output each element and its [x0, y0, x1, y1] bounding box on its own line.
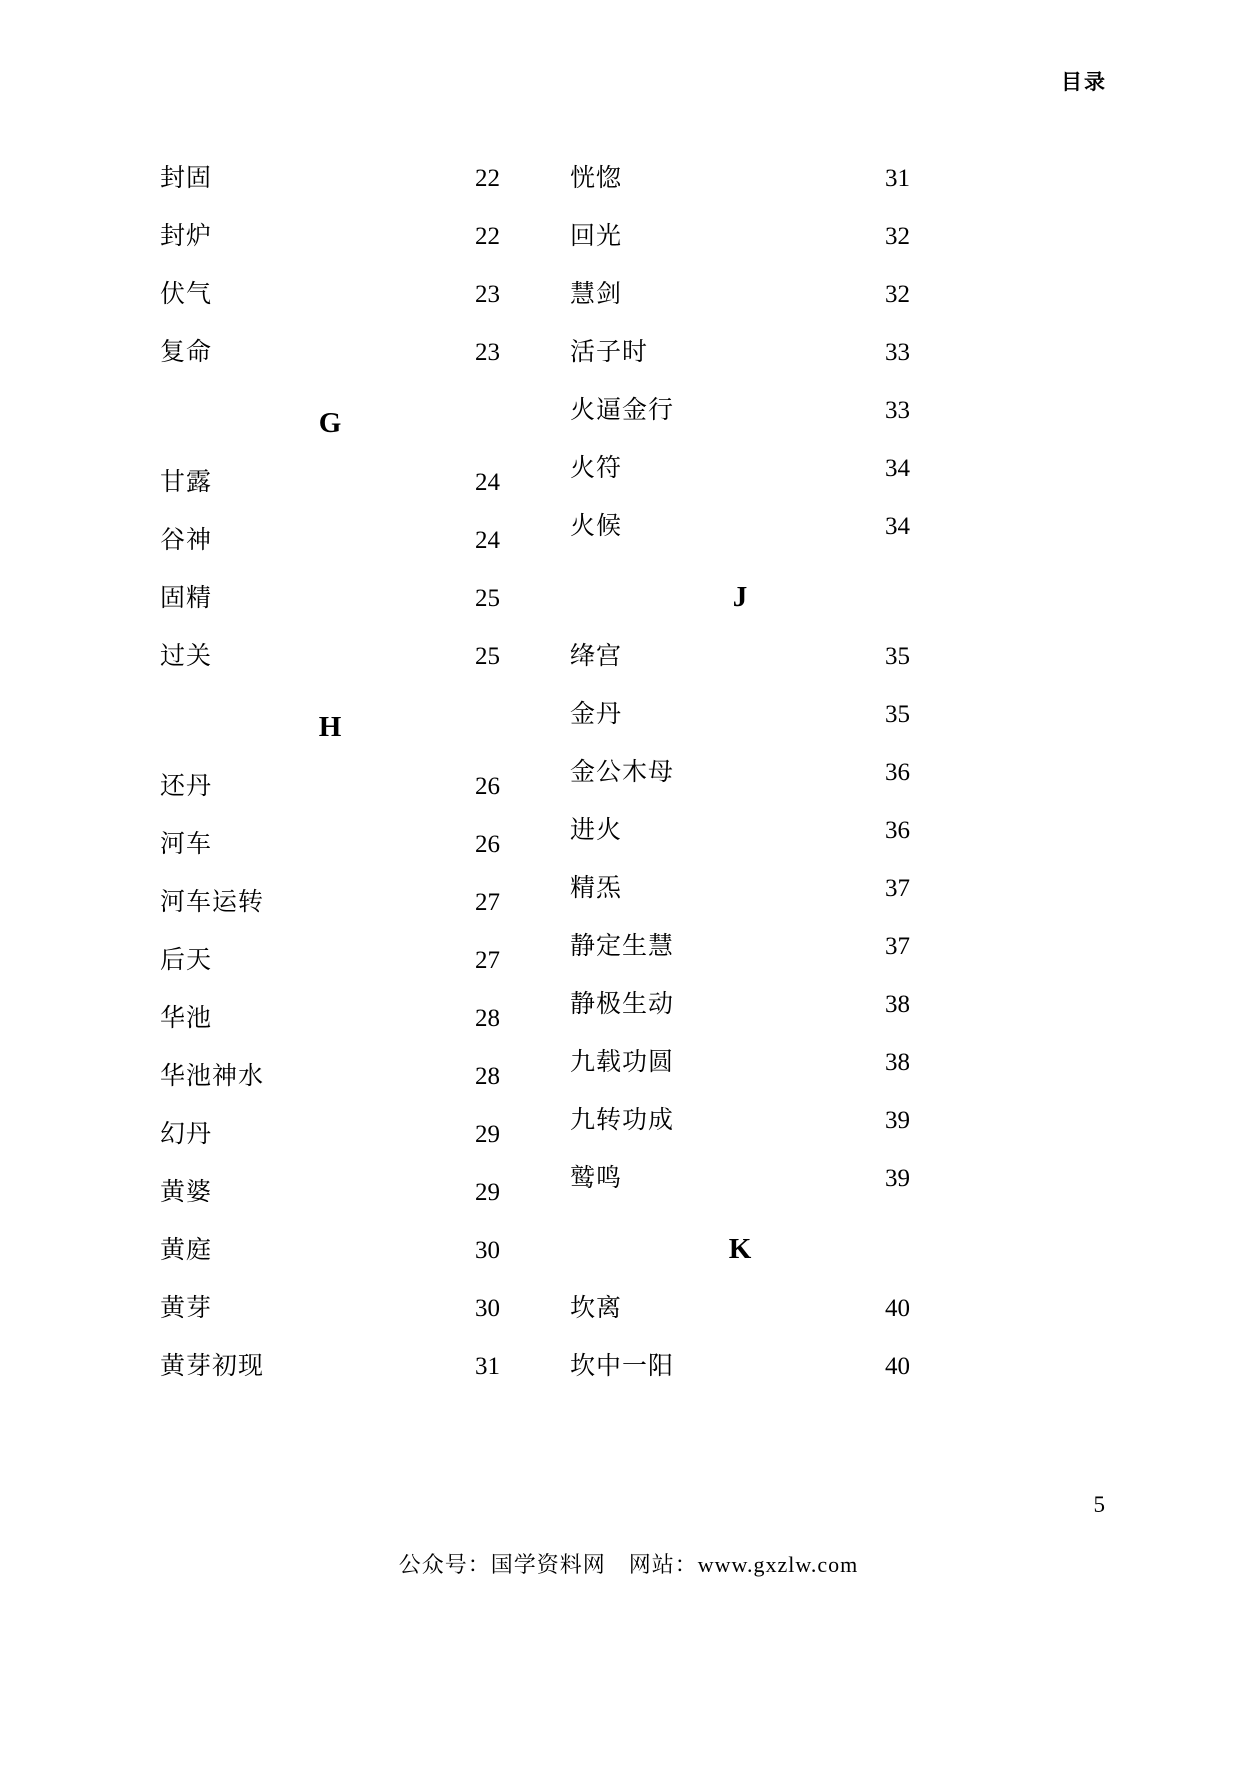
toc-entry-title: 火符 — [570, 455, 623, 482]
toc-leader-dots — [624, 1291, 868, 1316]
toc-leader-dots — [214, 639, 458, 664]
toc-leader-dots — [624, 639, 868, 664]
toc-entry-page: 25 — [475, 585, 500, 612]
toc-entry-page: 25 — [475, 643, 500, 670]
toc-leader-dots — [676, 987, 868, 1012]
toc-entry-page: 30 — [475, 1237, 500, 1264]
toc-entry[interactable] — [570, 1338, 910, 1396]
toc-entry-title: 华池神水 — [160, 1063, 265, 1090]
toc-entry[interactable] — [160, 512, 500, 570]
toc-entry-page: 39 — [885, 1165, 910, 1192]
toc-leader-dots — [214, 277, 458, 302]
toc-entry-page: 33 — [885, 397, 910, 424]
toc-entry[interactable] — [160, 932, 500, 990]
toc-entry[interactable] — [570, 150, 910, 208]
toc-leader-dots — [624, 871, 868, 896]
toc-entry-page: 23 — [475, 281, 500, 308]
toc-entry-page: 29 — [475, 1121, 500, 1148]
toc-entry-page: 28 — [475, 1063, 500, 1090]
toc-entry[interactable] — [160, 150, 500, 208]
toc-entry[interactable] — [570, 802, 910, 860]
toc-entry-page: 36 — [885, 759, 910, 786]
toc-entry[interactable] — [570, 440, 910, 498]
footer-page-number: 5 — [1093, 1492, 1105, 1517]
toc-entry-page: 27 — [475, 889, 500, 916]
toc-entry[interactable] — [570, 266, 910, 324]
footer-note: 公众号：国学资料网 网站：www.gxzlw.com — [398, 1552, 859, 1577]
toc-entry-title: 封固 — [160, 165, 213, 192]
toc-column-right — [570, 150, 910, 1396]
toc-entry-title: 火逼金行 — [570, 397, 675, 424]
toc-entry-title: 恍惚 — [570, 165, 623, 192]
toc-entry[interactable] — [160, 874, 500, 932]
toc-entry-page: 30 — [475, 1295, 500, 1322]
toc-entry-title: 静极生动 — [570, 991, 675, 1018]
toc-entry[interactable] — [160, 1048, 500, 1106]
toc-entry-page: 37 — [885, 875, 910, 902]
toc-entry-title: 九转功成 — [570, 1107, 675, 1134]
toc-entry-title: 后天 — [160, 947, 213, 974]
toc-entry-title: 火候 — [570, 513, 623, 540]
toc-entry[interactable] — [160, 570, 500, 628]
page-header: 目录 — [1061, 70, 1107, 94]
toc-entry-page: 29 — [475, 1179, 500, 1206]
toc-entry-title: 进火 — [570, 817, 623, 844]
toc-entry-title: 鹫鸣 — [570, 1165, 623, 1192]
toc-entry-page: 26 — [475, 831, 500, 858]
toc-entry[interactable] — [570, 324, 910, 382]
toc-leader-dots — [214, 1117, 458, 1142]
toc-entry-title: 金丹 — [570, 701, 623, 728]
toc-entry-page: 39 — [885, 1107, 910, 1134]
toc-leader-dots — [266, 1059, 458, 1084]
toc-entry-title: 黄芽初现 — [160, 1353, 265, 1380]
toc-leader-dots — [624, 1161, 868, 1186]
toc-entry[interactable] — [160, 324, 500, 382]
toc-entry[interactable] — [570, 1034, 910, 1092]
toc-entry[interactable] — [570, 860, 910, 918]
toc-leader-dots — [624, 697, 868, 722]
toc-entry[interactable] — [570, 382, 910, 440]
toc-entry-page: 26 — [475, 773, 500, 800]
toc-entry-title: 伏气 — [160, 281, 213, 308]
toc-leader-dots — [214, 769, 458, 794]
toc-entry-page: 35 — [885, 643, 910, 670]
toc-leader-dots — [676, 929, 868, 954]
toc-entry-page: 28 — [475, 1005, 500, 1032]
toc-entry-page: 33 — [885, 339, 910, 366]
toc-entry-page: 37 — [885, 933, 910, 960]
toc-leader-dots — [266, 885, 458, 910]
toc-leader-dots — [624, 813, 868, 838]
toc-entry-page: 22 — [475, 165, 500, 192]
toc-entry[interactable] — [160, 266, 500, 324]
toc-leader-dots — [676, 1103, 868, 1128]
toc-leader-dots — [624, 277, 868, 302]
toc-entry-title: 活子时 — [570, 339, 649, 366]
toc-leader-dots — [676, 1349, 868, 1374]
toc-entry-page: 27 — [475, 947, 500, 974]
toc-entry[interactable] — [160, 1222, 500, 1280]
toc-entry[interactable] — [160, 1164, 500, 1222]
toc-leader-dots — [624, 451, 868, 476]
toc-entry-page: 40 — [885, 1295, 910, 1322]
toc-entry-title: 封炉 — [160, 223, 213, 250]
toc-entry-title: 过关 — [160, 643, 213, 670]
toc-entry-title: 河车运转 — [160, 889, 265, 916]
toc-entry[interactable] — [570, 498, 910, 556]
toc-letter-heading: H — [318, 711, 342, 743]
toc-entry-page: 22 — [475, 223, 500, 250]
toc-entry-page: 23 — [475, 339, 500, 366]
toc-entry[interactable] — [570, 1150, 910, 1208]
toc-entry-title: 九载功圆 — [570, 1049, 675, 1076]
toc-leader-dots — [214, 465, 458, 490]
toc-entry-title: 坎离 — [570, 1295, 623, 1322]
toc-entry[interactable] — [570, 744, 910, 802]
toc-entry-title: 幻丹 — [160, 1121, 213, 1148]
toc-entry-title: 回光 — [570, 223, 623, 250]
toc-leader-dots — [650, 335, 868, 360]
toc-leader-dots — [214, 1175, 458, 1200]
toc-entry[interactable] — [160, 454, 500, 512]
toc-leader-dots — [214, 219, 458, 244]
toc-entry[interactable] — [570, 1280, 910, 1338]
toc-entry-page: 36 — [885, 817, 910, 844]
toc-entry-title: 静定生慧 — [570, 933, 675, 960]
toc-entry[interactable] — [160, 816, 500, 874]
toc-entry-page: 40 — [885, 1353, 910, 1380]
toc-entry[interactable] — [570, 686, 910, 744]
toc-entry-title: 黄芽 — [160, 1295, 213, 1322]
toc-leader-dots — [624, 161, 868, 186]
toc-leader-dots — [214, 1233, 458, 1258]
toc-entry[interactable] — [570, 1092, 910, 1150]
toc-entry-page: 34 — [885, 513, 910, 540]
toc-entry-title: 绛宫 — [570, 643, 623, 670]
toc-entry-page: 24 — [475, 527, 500, 554]
toc-letter-heading: J — [732, 581, 748, 613]
toc-entry[interactable] — [160, 628, 500, 686]
toc-entry-page: 32 — [885, 223, 910, 250]
toc-leader-dots — [624, 509, 868, 534]
toc-entry-title: 精炁 — [570, 875, 623, 902]
toc-leader-dots — [214, 581, 458, 606]
toc-letter-heading: K — [728, 1233, 752, 1265]
toc-entry[interactable] — [160, 1338, 500, 1396]
toc-entry-title: 金公木母 — [570, 759, 675, 786]
toc-letter-heading: G — [318, 407, 342, 439]
toc-entry-page: 34 — [885, 455, 910, 482]
toc-entry-page: 38 — [885, 1049, 910, 1076]
toc-entry-page: 31 — [475, 1353, 500, 1380]
toc-leader-dots — [676, 393, 868, 418]
toc-entry[interactable] — [160, 1280, 500, 1338]
toc-entry[interactable] — [570, 208, 910, 266]
toc-entry-title: 慧剑 — [570, 281, 623, 308]
toc-entry-title: 甘露 — [160, 469, 213, 496]
toc-leader-dots — [214, 523, 458, 548]
toc-entry-title: 固精 — [160, 585, 213, 612]
toc-leader-dots — [676, 1045, 868, 1070]
toc-entry[interactable] — [570, 918, 910, 976]
toc-leader-dots — [214, 335, 458, 360]
toc-entry-title: 坎中一阳 — [570, 1353, 675, 1380]
toc-entry-title: 河车 — [160, 831, 213, 858]
toc-entry-page: 32 — [885, 281, 910, 308]
toc-leader-dots — [214, 1291, 458, 1316]
toc-leader-dots — [676, 755, 868, 780]
toc-column-left — [160, 150, 500, 1396]
toc-entry-title: 华池 — [160, 1005, 213, 1032]
toc-entry[interactable] — [160, 758, 500, 816]
toc-leader-dots — [624, 219, 868, 244]
toc-entry-page: 31 — [885, 165, 910, 192]
toc-entry-title: 黄庭 — [160, 1237, 213, 1264]
toc-entry[interactable] — [160, 208, 500, 266]
toc-leader-dots — [266, 1349, 458, 1374]
toc-leader-dots — [214, 1001, 458, 1026]
toc-entry-title: 复命 — [160, 339, 213, 366]
toc-entry-title: 谷神 — [160, 527, 213, 554]
toc-leader-dots — [214, 943, 458, 968]
toc-entry-page: 24 — [475, 469, 500, 496]
toc-entry-page: 35 — [885, 701, 910, 728]
toc-leader-dots — [214, 161, 458, 186]
toc-entry[interactable] — [160, 1106, 500, 1164]
toc-entry-title: 黄婆 — [160, 1179, 213, 1206]
toc-entry[interactable] — [160, 990, 500, 1048]
toc-entry[interactable] — [570, 628, 910, 686]
toc-entry-title: 还丹 — [160, 773, 213, 800]
toc-entry-page: 38 — [885, 991, 910, 1018]
toc-leader-dots — [214, 827, 458, 852]
toc-entry[interactable] — [570, 976, 910, 1034]
